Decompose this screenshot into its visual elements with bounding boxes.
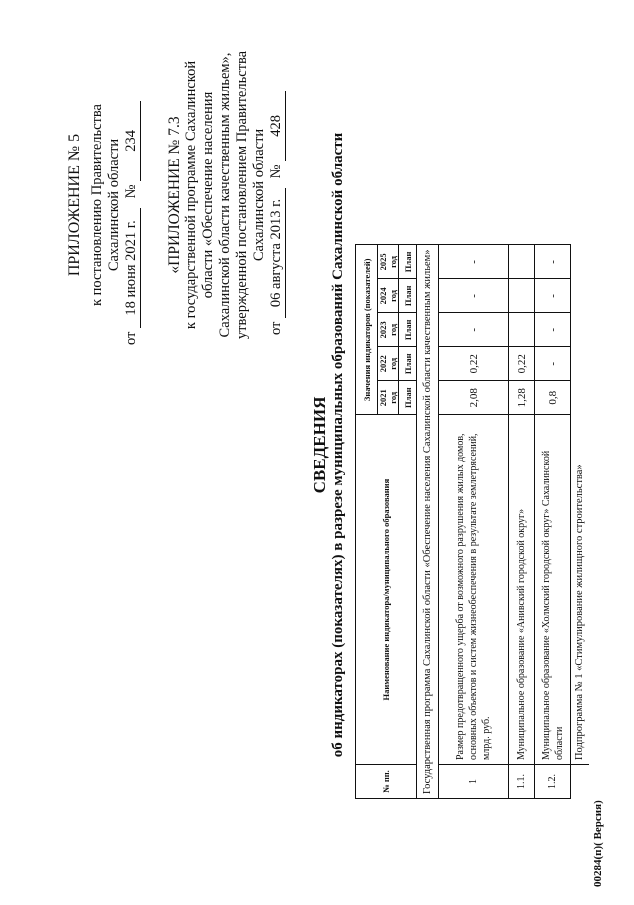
row-num: 1 [439, 765, 509, 799]
row-name: Муниципальное образование «Анивский городской округ» [509, 415, 535, 765]
table-header-row [356, 245, 378, 799]
header-year: 2025 год [378, 245, 399, 279]
row-value: - [439, 279, 509, 313]
row-value: - [439, 245, 509, 279]
program-line-5: Сахалинской области [251, 128, 267, 262]
appendix-date-line [123, 35, 141, 375]
row-value [509, 313, 535, 347]
program-line-1: к государственной программе Сахалинской [183, 60, 199, 330]
appendix-number: 234 [123, 101, 141, 181]
footer-code: 00284(п)( Версия) [592, 800, 604, 887]
program-date: 06 августа 2013 г. [268, 188, 286, 318]
header-plan: План [399, 347, 417, 381]
appendix-header [66, 35, 141, 375]
program-title: «ПРИЛОЖЕНИЕ № 7.3 [166, 116, 183, 274]
program-number-prefix: № [268, 164, 284, 179]
document-title: СВЕДЕНИЯ [310, 396, 329, 494]
header-year: 2022 год [378, 347, 399, 381]
table-row [509, 245, 535, 799]
row-value: - [535, 245, 571, 279]
header-plan: План [399, 381, 417, 415]
row-value: - [439, 313, 509, 347]
header-year: 2024 год [378, 279, 399, 313]
appendix-line-1: к постановлению Правительства [89, 104, 105, 306]
program-row-text: Государственная программа Сахалинской области «Обеспечение населения Сахалинской области качественным жильем» [417, 245, 439, 799]
header-plan: План [399, 279, 417, 313]
header-plan: План [399, 245, 417, 279]
program-row [417, 245, 439, 799]
header-num: № пп. [356, 765, 417, 799]
program-number: 428 [268, 91, 286, 161]
subprogram-row [571, 245, 589, 799]
row-value [509, 279, 535, 313]
row-value: - [535, 313, 571, 347]
program-line-4: утвержденной постановлением Правительства [234, 50, 250, 340]
appendix-title: ПРИЛОЖЕНИЕ № 5 [66, 133, 83, 277]
row-value: 0,22 [509, 347, 535, 381]
row-num: 1.2. [535, 765, 571, 799]
program-line-2: области «Обеспечение населения [200, 91, 216, 299]
program-date-line [268, 25, 286, 365]
program-line-3: Сахалинской области качественным жильем», [217, 52, 233, 338]
row-value: 1,28 [509, 381, 535, 415]
header-plan: План [399, 313, 417, 347]
row-value: 0,22 [439, 347, 509, 381]
header-year: 2023 год [378, 313, 399, 347]
row-name: Муниципальное образование «Холмский городской округ» Сахалинской области [535, 415, 571, 765]
appendix-line-2: Сахалинской области [106, 138, 122, 272]
appendix-date-prefix: от [123, 331, 139, 345]
row-value: - [535, 279, 571, 313]
document-subtitle: об индикаторах (показателях) в разрезе муниципальных образований Сахалинской области [330, 132, 346, 758]
subprogram-row-text: Подпрограмма № 1 «Стимулирование жилищного строительства» [571, 245, 589, 765]
program-date-prefix: от [268, 321, 284, 335]
header-name: Наименование индикатора/муниципального образования [356, 415, 417, 765]
table-row [535, 245, 571, 799]
appendix-number-prefix: № [123, 184, 139, 199]
row-value [509, 245, 535, 279]
indicators-table [355, 244, 589, 799]
row-value: 0,8 [535, 381, 571, 415]
program-header [166, 25, 286, 365]
subprogram-spacer [571, 765, 589, 799]
row-value: 2,08 [439, 381, 509, 415]
header-year: 2021 год [378, 381, 399, 415]
table-row [439, 245, 509, 799]
row-name: Размер предотвращенного ущерба от возможного разрушения жилых домов, основных объектов и систем жизнеобеспечения в результате землетрясений, млрд. руб. [439, 415, 509, 765]
header-values-group: Значения индикаторов (показателей) [356, 245, 378, 415]
row-num: 1.1. [509, 765, 535, 799]
row-value: - [535, 347, 571, 381]
appendix-date: 18 июня 2021 г. [123, 208, 141, 328]
